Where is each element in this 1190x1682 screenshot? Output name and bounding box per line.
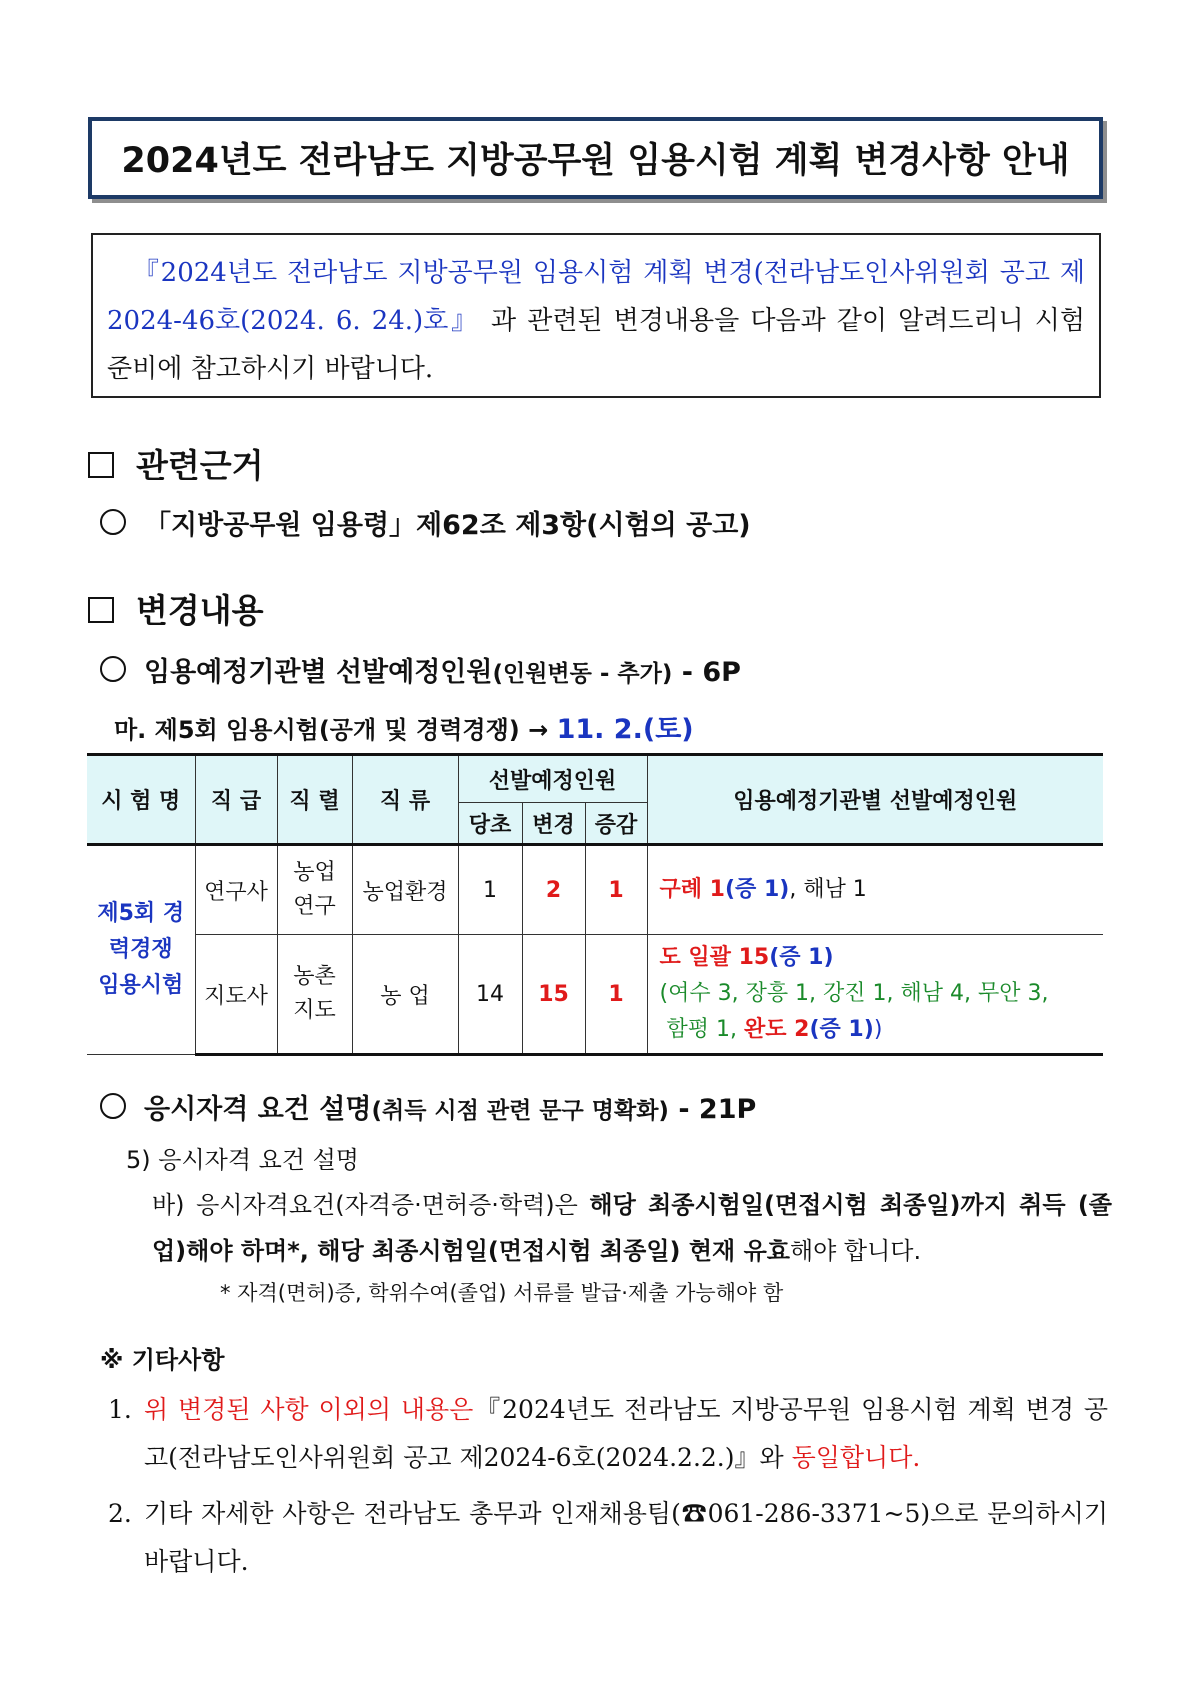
- diff-cell: 1: [585, 845, 647, 935]
- req-title: 5) 응시자격 요건 설명: [126, 1146, 359, 1174]
- header-orig: 당초: [458, 803, 522, 845]
- title-box: [88, 117, 1103, 199]
- header-category: 직 류: [352, 755, 458, 845]
- category-cell: 농업환경: [352, 845, 458, 935]
- table-row: [87, 935, 1103, 1055]
- req-note: * 자격(면허)증, 학위수여(졸업) 서류를 발급·제출 가능해야 함: [220, 1281, 784, 1305]
- category-cell: 농 업: [352, 935, 458, 1055]
- series-cell: 농촌 지도: [277, 935, 352, 1055]
- header-diff: 증감: [585, 803, 647, 845]
- section-heading-changes: 변경내용: [88, 585, 264, 632]
- header-exam: 시 험 명: [87, 755, 195, 845]
- misc-item-1: 1. 위 변경된 사항 이외의 내용은『2024년도 전라남도 지방공무원 임용시험 계획 변경 공고(전라남도인사위원회 공고 제2024-6호(2024.2.2.)』와 동일합니다.: [108, 1395, 1108, 1472]
- changed-cell: 2: [522, 845, 585, 935]
- basis-item: 「지방공무원 임용령」제62조 제3항(시험의 공고): [100, 503, 751, 542]
- checkbox-icon: [88, 452, 114, 478]
- header-series: 직 렬: [277, 755, 352, 845]
- selection-table: [87, 753, 1103, 1056]
- req-b: 바) 응시자격요건(자격증·면허증·학력)은 해당 최종시험일(면접시험 최종일)까지 취득 (졸업)해야 하며*, 해당 최종시험일(면접시험 최종일) 현재 유효해야 합니다.: [152, 1191, 1112, 1265]
- checkbox-icon: [88, 597, 114, 623]
- orig-cell: 14: [458, 935, 522, 1055]
- misc-heading: ※ 기타사항: [100, 1346, 225, 1374]
- intro-box: [91, 233, 1101, 398]
- changed-cell: 15: [522, 935, 585, 1055]
- circle-bullet-icon: [100, 656, 126, 682]
- section-heading-basis: 관련근거: [88, 440, 264, 487]
- circle-bullet-icon: [100, 1093, 126, 1119]
- misc-item-2: 2. 기타 자세한 사항은 전라남도 총무과 인재채용팀(☎061-286-3371~5)으로 문의하시기 바랍니다.: [108, 1499, 1108, 1576]
- page-title: 2024년도 전라남도 지방공무원 임용시험 계획 변경사항 안내: [121, 141, 1070, 181]
- orig-cell: 1: [458, 845, 522, 935]
- notice-title: 『2024년도 전라남도 지방공무원 임용시험 계획 변경(전라남도인사위원회 공고 제2024-46호(2024. 6. 24.)호』: [107, 258, 1085, 336]
- series-cell: 농업 연구: [277, 845, 352, 935]
- table-row: [87, 845, 1103, 935]
- header-planned: 선발예정인원: [458, 755, 647, 803]
- circle-bullet-icon: [100, 509, 126, 535]
- grade-cell: 지도사: [195, 935, 277, 1055]
- header-by-inst: 임용예정기관별 선발예정인원: [647, 755, 1103, 845]
- grade-cell: 연구사: [195, 845, 277, 935]
- exam-name-cell: 제5회 경력경쟁 임용시험: [87, 845, 195, 1055]
- header-grade: 직 급: [195, 755, 277, 845]
- header-changed: 변경: [522, 803, 585, 845]
- diff-cell: 1: [585, 935, 647, 1055]
- change-item-2: 응시자격 요건 설명(취득 시점 관련 문구 명확화) - 21P: [100, 1087, 756, 1126]
- inst-cell: 구례 1(증 1), 해남 1: [647, 845, 1103, 935]
- exam-label: 마. 제5회 임용시험(공개 및 경력경쟁) → 11. 2.(토): [114, 714, 694, 745]
- inst-cell: 도 일괄 15(증 1) (여수 3, 장흥 1, 강진 1, 해남 4, 무안 3, 함평 1, 완도 2(증 1)): [647, 935, 1103, 1055]
- change-item-1: 임용예정기관별 선발예정인원(인원변동 - 추가) - 6P: [100, 650, 741, 689]
- intro-text: 『2024년도 전라남도 지방공무원 임용시험 계획 변경(전라남도인사위원회 공고 제2024-46호(2024. 6. 24.)호』 과 관련된 변경내용을 다음과 같이 알려드리니 시험 준비에 참고하시기 바랍니다.: [107, 258, 1085, 384]
